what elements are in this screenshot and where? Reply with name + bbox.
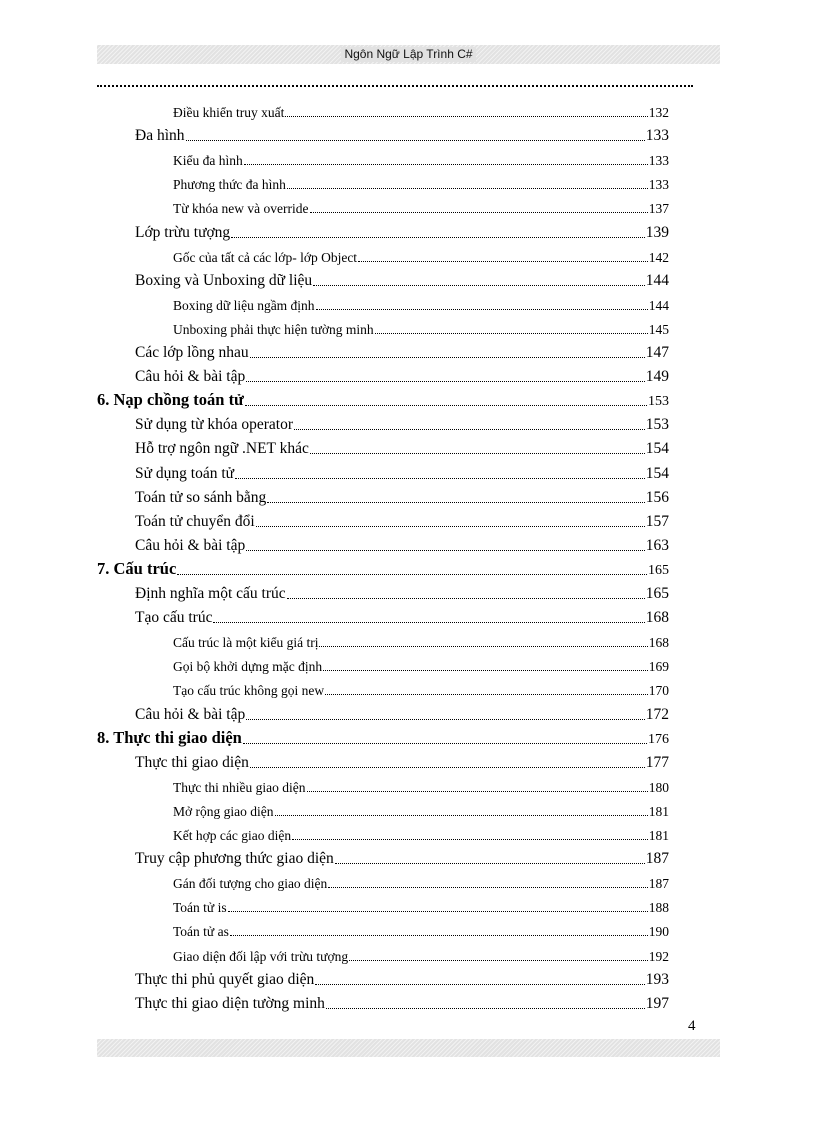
toc-entry-page: 188	[648, 900, 669, 916]
toc-chapter-entry	[97, 386, 669, 410]
toc-entry-page: 168	[648, 635, 669, 651]
toc-dot-leader	[285, 115, 647, 117]
toc-entry-label: Phương thức đa hình	[173, 177, 286, 193]
toc-dot-leader	[326, 1007, 645, 1009]
toc-dot-leader	[349, 959, 648, 961]
toc-section-entry	[135, 483, 669, 507]
toc-chapter-entry	[97, 555, 669, 579]
toc-section-entry	[135, 218, 669, 242]
toc-entry-label: Toán tử as	[173, 924, 229, 940]
toc-entry-label: Tạo cấu trúc không gọi new	[173, 683, 325, 699]
toc-section-entry	[135, 362, 669, 386]
toc-section-entry	[135, 579, 669, 603]
toc-dot-leader	[328, 886, 647, 888]
toc-dot-leader	[243, 742, 647, 744]
toc-subsection-entry	[173, 892, 669, 916]
toc-entry-label: Kiểu đa hình	[173, 153, 243, 169]
toc-entry-page: 144	[648, 297, 669, 313]
toc-dot-leader	[375, 332, 648, 334]
toc-entry-page: 170	[648, 683, 669, 699]
toc-subsection-entry	[173, 868, 669, 892]
toc-chapter-entry	[97, 724, 669, 748]
toc-entry-label: Lớp trừu tượng	[135, 223, 231, 241]
toc-entry-label: Từ khóa new và override	[173, 201, 309, 217]
toc-entry-label: 6. Nạp chồng toán tử	[97, 390, 244, 410]
toc-dot-leader	[244, 163, 648, 165]
toc-dot-leader	[287, 597, 645, 599]
toc-entry-label: Mở rộng giao diện	[173, 803, 274, 819]
toc-entry-page: 165	[645, 585, 669, 602]
toc-dot-leader	[319, 645, 647, 647]
toc-entry-label: Sử dụng từ khóa operator	[135, 416, 293, 434]
toc-entry-label: Truy cập phương thức giao diện	[135, 850, 334, 868]
toc-subsection-entry	[173, 193, 669, 217]
toc-entry-label: Toán tử is	[173, 900, 227, 916]
toc-dot-leader	[335, 862, 645, 864]
toc-entry-label: Câu hỏi & bài tập	[135, 536, 246, 554]
toc-entry-label: Định nghĩa một cấu trúc	[135, 585, 286, 602]
toc-entry-page: 192	[648, 948, 669, 964]
toc-entry-page: 168	[645, 609, 669, 627]
toc-entry-label: Câu hỏi & bài tập	[135, 368, 246, 386]
toc-dot-leader	[325, 693, 648, 695]
toc-section-entry	[135, 603, 669, 627]
toc-subsection-entry	[173, 820, 669, 844]
toc-dot-leader	[313, 284, 645, 286]
toc-dot-leader	[250, 766, 645, 768]
toc-section-entry	[135, 266, 669, 290]
toc-dot-leader	[316, 308, 648, 310]
toc-entry-page: 169	[648, 659, 669, 675]
toc-entry-label: Câu hỏi & bài tập	[135, 705, 246, 723]
toc-section-entry	[135, 434, 669, 458]
toc-subsection-entry	[173, 627, 669, 651]
toc-entry-page: 156	[645, 488, 669, 506]
toc-section-entry	[135, 338, 669, 362]
toc-subsection-entry	[173, 941, 669, 965]
toc-subsection-entry	[173, 772, 669, 796]
toc-subsection-entry	[173, 145, 669, 169]
toc-entry-page: 193	[645, 970, 669, 988]
toc-dot-leader	[186, 139, 645, 141]
toc-section-entry	[135, 989, 669, 1013]
page-header-title: Ngôn Ngữ Lập Trình C#	[341, 47, 475, 62]
toc-entry-page: 177	[645, 753, 669, 771]
toc-entry-label: Tạo cấu trúc	[135, 609, 213, 627]
toc-entry-page: 154	[645, 464, 669, 482]
toc-entry-label: Thực thi giao diện tường minh	[135, 994, 325, 1012]
toc-entry-label: Toán tử chuyển đổi	[135, 512, 255, 530]
toc-subsection-entry	[173, 796, 669, 820]
header-dotted-rule	[97, 85, 693, 87]
toc-entry-page: 180	[648, 779, 669, 795]
toc-subsection-entry	[173, 916, 669, 940]
toc-entry-page: 187	[645, 850, 669, 868]
toc-dot-leader	[323, 669, 648, 671]
toc-entry-label: Thực thi nhiều giao diện	[173, 779, 306, 795]
toc-section-entry	[135, 748, 669, 772]
toc-section-entry	[135, 844, 669, 868]
toc-dot-leader	[235, 477, 645, 479]
toc-dot-leader	[292, 838, 648, 840]
toc-entry-label: 7. Cấu trúc	[97, 558, 177, 578]
toc-entry-label: Gọi bộ khởi dựng mặc định	[173, 659, 323, 675]
toc-entry-page: 197	[645, 994, 669, 1012]
toc-dot-leader	[213, 621, 644, 623]
toc-dot-leader	[358, 260, 648, 262]
toc-entry-page: 181	[648, 828, 669, 843]
toc-dot-leader	[267, 501, 644, 503]
toc-dot-leader	[310, 211, 648, 213]
toc-entry-page: 144	[645, 271, 669, 289]
toc-dot-leader	[246, 380, 645, 382]
toc-entry-label: 8. Thực thi giao diện	[97, 727, 242, 747]
toc-subsection-entry	[173, 290, 669, 314]
toc-entry-page: 142	[648, 249, 669, 265]
toc-subsection-entry	[173, 169, 669, 193]
toc-dot-leader	[294, 428, 645, 430]
toc-dot-leader	[256, 525, 645, 527]
toc-subsection-entry	[173, 314, 669, 338]
toc-entry-page: 187	[648, 876, 669, 892]
toc-dot-leader	[275, 814, 648, 816]
toc-entry-label: Thực thi phủ quyết giao diện	[135, 970, 315, 988]
toc-dot-leader	[230, 934, 648, 936]
toc-dot-leader	[228, 910, 648, 912]
toc-entry-page: 165	[648, 562, 669, 578]
toc-dot-leader	[315, 983, 644, 985]
toc-entry-page: 133	[648, 177, 669, 193]
toc-section-entry	[135, 965, 669, 989]
page-footer-band	[97, 1039, 720, 1057]
toc-entry-label: Thực thi giao diện	[135, 753, 249, 771]
toc-dot-leader	[250, 356, 645, 358]
toc-entry-page: 163	[645, 536, 669, 554]
toc-dot-leader	[287, 187, 648, 189]
toc-entry-label: Cấu trúc là một kiểu giá trị	[173, 635, 319, 651]
toc-entry-page: 133	[648, 153, 669, 169]
toc-subsection-entry	[173, 651, 669, 675]
toc-entry-page: 139	[645, 223, 669, 241]
toc-dot-leader	[246, 718, 645, 720]
toc-dot-leader	[177, 573, 647, 575]
toc-section-entry	[135, 507, 669, 531]
toc-subsection-entry	[173, 97, 669, 121]
toc-entry-label: Kết hợp các giao diện	[173, 828, 292, 843]
toc-dot-leader	[246, 549, 645, 551]
toc-entry-label: Điều khiển truy xuất	[173, 105, 285, 120]
toc-entry-label: Sử dụng toán tử	[135, 464, 235, 482]
toc-entry-page: 147	[645, 344, 669, 361]
toc-dot-leader	[231, 236, 645, 238]
toc-section-entry	[135, 700, 669, 724]
toc-entry-page: 133	[645, 127, 669, 145]
toc-entry-label: Giao diện đối lập với trừu tượng	[173, 948, 349, 964]
toc-entry-label: Unboxing phải thực hiện tường minh	[173, 321, 374, 337]
toc-dot-leader	[245, 404, 647, 406]
toc-dot-leader	[310, 452, 645, 454]
toc-entry-label: Gán đối tượng cho giao diện	[173, 876, 328, 892]
toc-entry-label: Đa hình	[135, 127, 185, 145]
toc-entry-page: 154	[645, 440, 669, 458]
toc-entry-page: 153	[648, 394, 669, 410]
toc-entry-label: Các lớp lồng nhau	[135, 344, 249, 361]
toc-section-entry	[135, 121, 669, 145]
toc-entry-page: 157	[645, 512, 669, 530]
toc-entry-label: Toán tử so sánh bằng	[135, 488, 267, 506]
toc-subsection-entry	[173, 242, 669, 266]
toc-entry-page: 176	[648, 731, 669, 747]
toc-section-entry	[135, 459, 669, 483]
toc-dot-leader	[307, 790, 648, 792]
toc-entry-label: Boxing và Unboxing dữ liệu	[135, 271, 313, 289]
page-number: 4	[688, 1018, 696, 1034]
toc-entry-page: 153	[645, 416, 669, 434]
toc-entry-label: Boxing dữ liệu ngầm định	[173, 297, 315, 313]
toc-section-entry	[135, 531, 669, 555]
toc-entry-page: 190	[648, 924, 669, 940]
toc-entry-page: 149	[645, 368, 669, 386]
toc-entry-label: Gốc của tất cả các lớp- lớp Object	[173, 249, 358, 265]
toc-entry-page: 181	[648, 803, 669, 819]
toc-entry-label: Hỗ trợ ngôn ngữ .NET khác	[135, 440, 309, 458]
toc-entry-page: 172	[645, 705, 669, 723]
toc-entry-page: 137	[648, 201, 669, 217]
toc-entry-page: 145	[648, 321, 669, 337]
toc-entry-page: 132	[648, 105, 669, 120]
toc-subsection-entry	[173, 675, 669, 699]
page-header-band	[97, 45, 720, 64]
toc-section-entry	[135, 410, 669, 434]
